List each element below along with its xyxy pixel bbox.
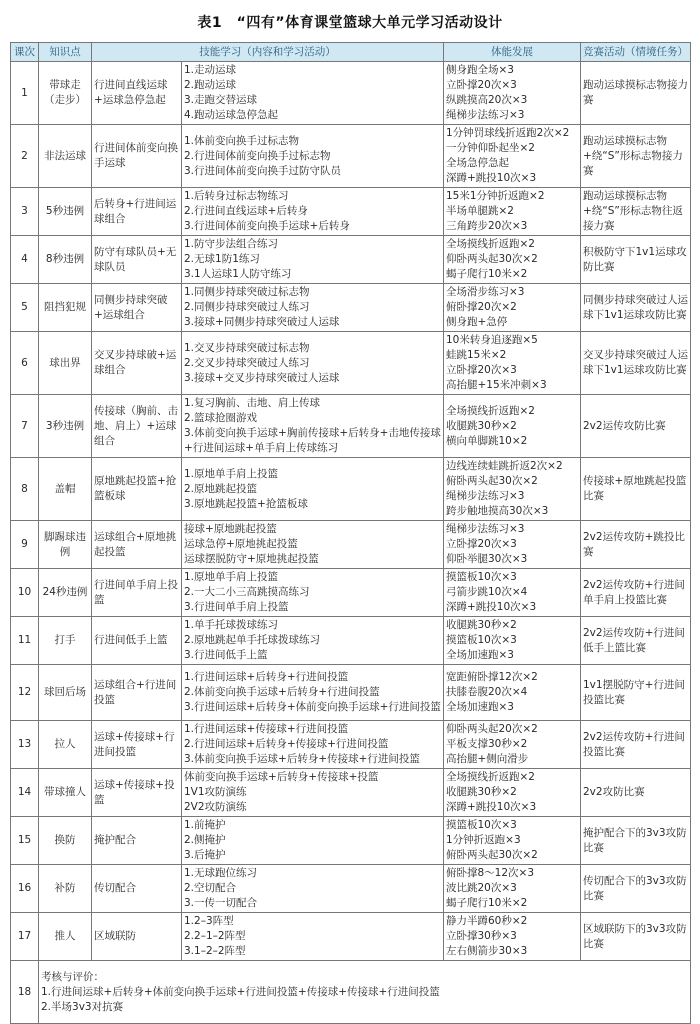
knowledge-point: 3秒违例 (39, 395, 92, 458)
knowledge-point: 推人 (39, 913, 92, 961)
fitness-development (444, 665, 581, 721)
knowledge-point: 盖帽 (39, 458, 92, 521)
learning-activities (182, 817, 444, 865)
fitness-item: 仰卧两头起30次×2 (446, 253, 538, 265)
activity-item: 1.无球跑位练习 (184, 867, 258, 879)
knowledge-point: 非法运球 (39, 125, 92, 188)
fitness-item: 全场加速跑×3 (446, 701, 514, 713)
fitness-development (444, 125, 581, 188)
activity-item: 4.跑动运球急停急起 (184, 109, 279, 121)
activity-item: 3.1–2–2阵型 (184, 945, 246, 957)
header-lesson: 课次 (11, 43, 39, 62)
fitness-item: 侧身跑+急停 (446, 316, 508, 328)
table-row (11, 665, 691, 721)
skill-content: 运球组合+行进间投篮 (92, 665, 182, 721)
fitness-item: 立卧撑20次×3 (446, 79, 517, 91)
table-row (11, 569, 691, 617)
fitness-item: 1分钟折返跑×3 (446, 834, 521, 846)
activity-item: 运球摆脱防守+原地挑起投篮 (184, 553, 319, 565)
activity-item: 3.行进间体前变向换手过防守队员 (184, 164, 342, 177)
activity-item: 2.空切配合 (184, 882, 237, 894)
competition-activity: 2v2攻防比赛 (581, 769, 691, 817)
lesson-number: 13 (11, 721, 39, 769)
fitness-item: 收腿跳30秒×2 (446, 786, 517, 798)
fitness-item: 1分钟罚球线折返跑2次×2 (446, 127, 570, 139)
learning-activities (182, 62, 444, 125)
fitness-item: 绳梯步法练习×3 (446, 490, 525, 502)
competition-activity: 2v2运传攻防比赛 (581, 395, 691, 458)
activity-item: 2V2攻防演练 (184, 801, 247, 813)
fitness-item: 俯卧两头起30次×2 (446, 475, 538, 487)
fitness-development (444, 865, 581, 913)
fitness-item: 高抬腿+15米冲刺×3 (446, 379, 547, 391)
fitness-item: 静力半蹲60秒×2 (446, 915, 528, 927)
fitness-item: 左右侧箭步30×3 (446, 945, 528, 957)
fitness-item: 蛙跳15米×2 (446, 349, 507, 361)
learning-activities (182, 769, 444, 817)
table-title: 表1 “四有”体育课堂篮球大单元学习活动设计 (197, 15, 503, 31)
activity-item: 2.侧掩护 (184, 834, 226, 846)
fitness-item: 俯卧撑8～12次×3 (446, 867, 535, 879)
activity-item: 1.单手托球拨球练习 (184, 619, 279, 631)
table-row (11, 236, 691, 284)
lesson-number: 18 (11, 961, 39, 1024)
activity-item: 1.前掩护 (184, 819, 226, 831)
fitness-development (444, 284, 581, 332)
fitness-item: 高抬腿+侧向滑步 (446, 753, 529, 765)
fitness-item: 全场加速跑×3 (446, 649, 514, 661)
lesson-number: 3 (11, 188, 39, 236)
activity-item: 2.无球1防1练习 (184, 253, 260, 265)
activity-item: 3.接球+交叉步持球突破过人运球 (184, 371, 340, 384)
fitness-item: 平板支撑30秒×2 (446, 738, 528, 750)
competition-activity: 跑动运球摸标志物+绕“S”形标志物往返接力赛 (581, 188, 691, 236)
activity-item: 3.后掩护 (184, 849, 226, 861)
fitness-item: 仰卧两头起20次×2 (446, 723, 538, 735)
skill-content: 运球组合+原地挑起投篮 (92, 521, 182, 569)
skill-content: 运球+传接球+行进间投篮 (92, 721, 182, 769)
learning-activities (182, 569, 444, 617)
activity-item: 2.原地跳起单手托球拨球练习 (184, 634, 321, 646)
skill-content: 行进间直线运球+运球急停急起 (92, 62, 182, 125)
skill-content: 交叉步持球破+运球组合 (92, 332, 182, 395)
table-row (11, 332, 691, 395)
skill-content: 行进间单手肩上投篮 (92, 569, 182, 617)
table-row (11, 817, 691, 865)
fitness-development (444, 769, 581, 817)
learning-activities (182, 458, 444, 521)
activity-item: 1.走动运球 (184, 64, 237, 76)
fitness-item: 宽距俯卧撑12次×2 (446, 671, 538, 683)
fitness-item: 全场滑步练习×3 (446, 286, 525, 298)
fitness-development (444, 521, 581, 569)
fitness-item: 绳梯步法练习×3 (446, 523, 525, 535)
skill-content: 掩护配合 (92, 817, 182, 865)
table-row (11, 62, 691, 125)
activity-item: 1V1攻防演练 (184, 786, 247, 798)
fitness-item: 跨步触地摸高30次×3 (446, 505, 549, 517)
fitness-item: 立卧撑30秒×3 (446, 930, 517, 942)
learning-activities (182, 913, 444, 961)
table-row (11, 913, 691, 961)
competition-activity: 跑动运球摸标志物接力赛 (581, 62, 691, 125)
lesson-number: 17 (11, 913, 39, 961)
fitness-item: 边线连续蛙跳折返2次×2 (446, 460, 563, 472)
fitness-development (444, 458, 581, 521)
fitness-development (444, 62, 581, 125)
activity-design-table (10, 42, 691, 1024)
skill-content: 区域联防 (92, 913, 182, 961)
skill-content: 原地跳起投篮+抢篮板球 (92, 458, 182, 521)
fitness-item: 全场摸线折返跑×2 (446, 238, 535, 250)
knowledge-point: 带球撞人 (39, 769, 92, 817)
competition-activity: 2v2运传攻防+行进间低手上篮比赛 (581, 617, 691, 665)
lesson-number: 15 (11, 817, 39, 865)
activity-item: 2.篮球抢圈游戏 (184, 412, 258, 424)
table-row (11, 617, 691, 665)
skill-content: 防守有球队员+无球队员 (92, 236, 182, 284)
learning-activities (182, 125, 444, 188)
fitness-item: 10米转身追逐跑×5 (446, 334, 538, 346)
table-row (11, 284, 691, 332)
header-topic: 知识点 (39, 43, 92, 62)
activity-item: 2.2–1–2阵型 (184, 930, 246, 942)
learning-activities (182, 395, 444, 458)
learning-activities (182, 721, 444, 769)
fitness-item: 侧身跑全场×3 (446, 64, 514, 76)
competition-activity: 积极防守下1v1运球攻防比赛 (581, 236, 691, 284)
knowledge-point: 脚踢球违例 (39, 521, 92, 569)
activity-item: 2.原地跳起投篮 (184, 482, 258, 495)
fitness-item: 三角跨步20次×3 (446, 220, 528, 232)
knowledge-point: 5秒违例 (39, 188, 92, 236)
lesson-number: 16 (11, 865, 39, 913)
fitness-development (444, 913, 581, 961)
activity-item: 3.行进间体前变向换手运球+后转身 (184, 220, 350, 232)
fitness-item: 深蹲+跳投10次×3 (446, 601, 537, 613)
activity-item: 1.行进间运球+后转身+行进间投篮 (184, 671, 349, 683)
activity-item: 2.行进间运球+后转身+传接球+行进间投篮 (184, 738, 389, 750)
competition-activity: 1v1摆脱防守+行进间投篮比赛 (581, 665, 691, 721)
lesson-number: 11 (11, 617, 39, 665)
fitness-item: 俯卧撑20次×2 (446, 301, 517, 313)
fitness-item: 摸篮板10次×3 (446, 571, 517, 583)
fitness-item: 立卧撑20次×3 (446, 364, 517, 376)
fitness-item: 全场急停急起 (446, 157, 509, 169)
activity-item: 1.行进间运球+传接球+行进间投篮 (184, 723, 349, 735)
lesson-number: 10 (11, 569, 39, 617)
knowledge-point: 24秒违例 (39, 569, 92, 617)
lesson-number: 7 (11, 395, 39, 458)
fitness-item: 横向单脚跳10×2 (446, 434, 528, 447)
fitness-item: 全场摸线折返跑×2 (446, 771, 535, 783)
learning-activities (182, 284, 444, 332)
fitness-item: 蝎子爬行10米×2 (446, 897, 528, 909)
knowledge-point: 打手 (39, 617, 92, 665)
learning-activities (182, 665, 444, 721)
competition-activity: 传接球+原地跳起投篮比赛 (581, 458, 691, 521)
activity-item: 2.行进间直线运球+后转身 (184, 205, 308, 217)
fitness-item: 纵跳摸高20次×3 (446, 94, 528, 106)
skill-content: 传接球（胸前、击地、肩上）+运球组合 (92, 395, 182, 458)
learning-activities (182, 236, 444, 284)
competition-activity: 2v2运传攻防+行进间单手肩上投篮比赛 (581, 569, 691, 617)
assessment-line: 2.半场3v3对抗赛 (41, 1000, 124, 1013)
activity-item: 3.1人运球1人防守练习 (184, 268, 292, 280)
fitness-item: 收腿跳30秒×2 (446, 419, 517, 432)
skill-content: 后转身+行进间运球组合 (92, 188, 182, 236)
knowledge-point: 带球走（走步） (39, 62, 92, 125)
knowledge-point: 拉人 (39, 721, 92, 769)
fitness-development (444, 236, 581, 284)
activity-item: 3.体前变向换手运球+胸前传接球+后转身+击地传接球+行进间运球+单手肩上传球练习 (184, 427, 441, 454)
fitness-development (444, 721, 581, 769)
activity-item: 3.原地跳起投篮+抢篮板球 (184, 497, 308, 510)
competition-activity: 跑动运球摸标志物+绕“S”形标志物接力赛 (581, 125, 691, 188)
fitness-development (444, 395, 581, 458)
competition-activity: 传切配合下的3v3攻防比赛 (581, 865, 691, 913)
learning-activities (182, 617, 444, 665)
lesson-number: 5 (11, 284, 39, 332)
table-row (11, 188, 691, 236)
fitness-development (444, 332, 581, 395)
lesson-number: 8 (11, 458, 39, 521)
activity-item: 3.行进间单手肩上投篮 (184, 601, 289, 613)
knowledge-point: 补防 (39, 865, 92, 913)
fitness-item: 弓箭步跳10次×4 (446, 586, 528, 598)
header-fitness: 体能发展 (444, 43, 581, 62)
activity-item: 2.行进间体前变向换手过标志物 (184, 149, 331, 162)
lesson-number: 12 (11, 665, 39, 721)
skill-content: 行进间低手上篮 (92, 617, 182, 665)
table-row (11, 721, 691, 769)
assessment-line: 1.行进间运球+后转身+体前变向换手运球+行进间投篮+传接球+传接球+行进间投篮 (41, 985, 440, 998)
activity-item: 1.2–3阵型 (184, 915, 234, 927)
fitness-item: 仰卧举腿30次×3 (446, 553, 528, 565)
lesson-number: 6 (11, 332, 39, 395)
fitness-item: 摸篮板10次×3 (446, 819, 517, 831)
fitness-item: 深蹲+跳投10次×3 (446, 801, 537, 813)
activity-item: 2.体前变向换手运球+后转身+行进间投篮 (184, 686, 380, 698)
fitness-item: 俯卧两头起30次×2 (446, 849, 538, 861)
lesson-number: 14 (11, 769, 39, 817)
fitness-item: 立卧撑20次×3 (446, 538, 517, 550)
activity-item: 1.交叉步持球突破过标志物 (184, 341, 310, 354)
header-competition: 竞赛活动（情境任务） (581, 43, 691, 62)
fitness-development (444, 817, 581, 865)
knowledge-point: 换防 (39, 817, 92, 865)
fitness-item: 半场单腿跳×2 (446, 205, 514, 217)
skill-content: 行进间体前变向换手运球 (92, 125, 182, 188)
activity-item: 2.一大二小三高跳摸高练习 (184, 586, 310, 598)
lesson-number: 1 (11, 62, 39, 125)
fitness-item: 全场摸线折返跑×2 (446, 404, 535, 417)
activity-item: 3.行进间运球+后转身+体前变向换手运球+行进间投篮 (184, 701, 441, 713)
competition-activity: 区域联防下的3v3攻防比赛 (581, 913, 691, 961)
header-skill: 技能学习（内容和学习活动） (92, 43, 444, 62)
activity-item: 1.防守步法组合练习 (184, 238, 279, 250)
activity-item: 2.跑动运球 (184, 79, 237, 91)
lesson-number: 9 (11, 521, 39, 569)
fitness-item: 波比跳20次×3 (446, 882, 517, 894)
learning-activities (182, 332, 444, 395)
activity-item: 2.同侧步持球突破过人练习 (184, 301, 310, 313)
fitness-development (444, 188, 581, 236)
activity-item: 1.复习胸前、击地、肩上传球 (184, 397, 321, 409)
knowledge-point: 阻挡犯规 (39, 284, 92, 332)
activity-item: 2.交叉步持球突破过人练习 (184, 356, 310, 369)
skill-content: 运球+传接球+投篮 (92, 769, 182, 817)
competition-activity: 2v2运传攻防+行进间投篮比赛 (581, 721, 691, 769)
fitness-item: 蝎子爬行10米×2 (446, 268, 528, 280)
activity-item: 3.体前变向换手运球+后转身+传接球+行进间投篮 (184, 753, 420, 765)
fitness-item: 收腿跳30秒×2 (446, 619, 517, 631)
knowledge-point: 球出界 (39, 332, 92, 395)
fitness-item: 绳梯步法练习×3 (446, 109, 525, 121)
fitness-development (444, 569, 581, 617)
activity-item: 3.接球+同侧步持球突破过人运球 (184, 316, 340, 328)
fitness-item: 15米1分钟折返跑×2 (446, 190, 545, 202)
fitness-item: 一分钟仰卧起坐×2 (446, 142, 535, 154)
fitness-development (444, 617, 581, 665)
table-row (11, 865, 691, 913)
competition-activity: 交叉步持球突破过人运球下1v1运球攻防比赛 (581, 332, 691, 395)
assessment-content (39, 961, 691, 1024)
table-row (11, 769, 691, 817)
knowledge-point: 球回后场 (39, 665, 92, 721)
fitness-item: 扶膝卷腹20次×4 (446, 686, 528, 698)
activity-item: 3.行进间低手上篮 (184, 649, 268, 661)
table-row (11, 521, 691, 569)
activity-item: 1.原地单手肩上投篮 (184, 571, 279, 583)
knowledge-point: 8秒违例 (39, 236, 92, 284)
learning-activities (182, 865, 444, 913)
table-row (11, 125, 691, 188)
competition-activity: 掩护配合下的3v3攻防比赛 (581, 817, 691, 865)
competition-activity: 同侧步持球突破过人运球下1v1运球攻防比赛 (581, 284, 691, 332)
activity-item: 3.一传一切配合 (184, 897, 258, 909)
activity-item: 1.体前变向换手过标志物 (184, 134, 300, 147)
skill-content: 同侧步持球突破+运球组合 (92, 284, 182, 332)
header-row (11, 43, 691, 62)
skill-content: 传切配合 (92, 865, 182, 913)
activity-item: 运球急停+原地挑起投篮 (184, 538, 298, 550)
activity-item: 接球+原地跳起投篮 (184, 523, 277, 535)
activity-item: 1.后转身过标志物练习 (184, 190, 289, 202)
activity-item: 3.走跑交替运球 (184, 94, 258, 106)
lesson-number: 2 (11, 125, 39, 188)
fitness-item: 摸篮板10次×3 (446, 634, 517, 646)
activity-item: 1.原地单手肩上投篮 (184, 467, 279, 480)
competition-activity: 2v2运传攻防+跳投比赛 (581, 521, 691, 569)
lesson-number: 4 (11, 236, 39, 284)
learning-activities (182, 521, 444, 569)
table-row (11, 458, 691, 521)
assessment-line: 考核与评价： (41, 970, 104, 983)
learning-activities (182, 188, 444, 236)
assessment-row (11, 961, 691, 1024)
table-row (11, 395, 691, 458)
activity-item: 1.同侧步持球突破过标志物 (184, 286, 310, 298)
activity-item: 体前变向换手运球+后转身+传接球+投篮 (184, 771, 379, 783)
fitness-item: 深蹲+跳投10次×3 (446, 172, 537, 184)
